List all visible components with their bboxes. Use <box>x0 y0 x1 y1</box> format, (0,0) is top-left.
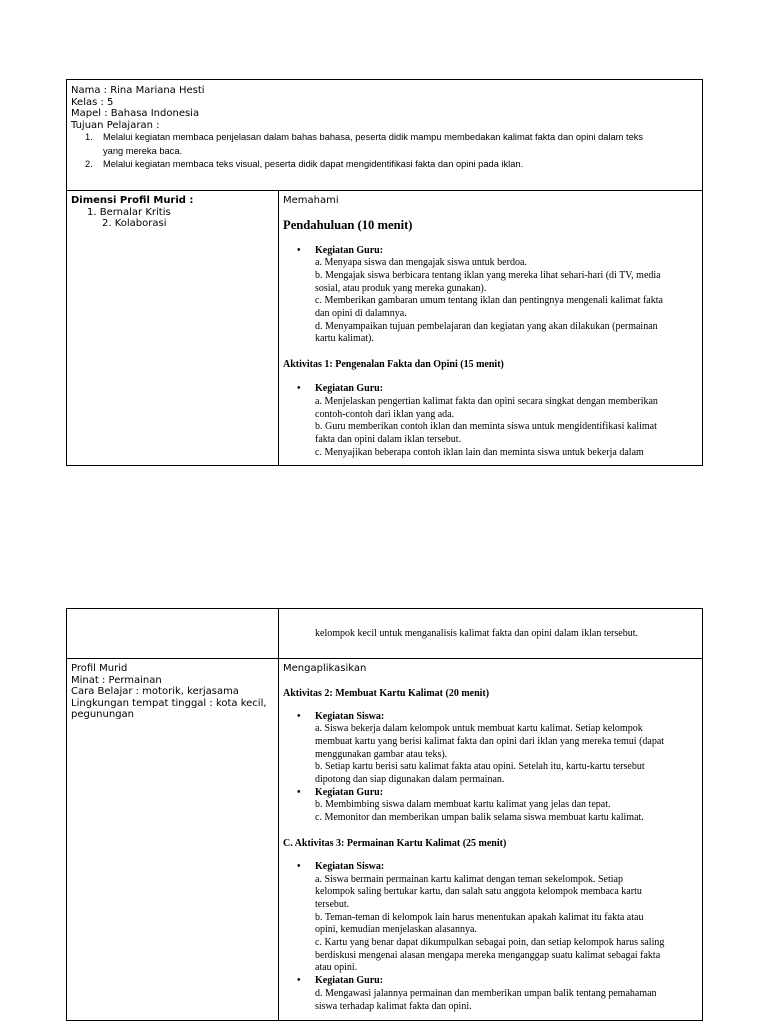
role-label: Kegiatan Siswa: <box>315 710 385 722</box>
lesson-plan-table-page1 <box>66 79 703 466</box>
profile-dimensions <box>71 195 276 230</box>
profile-line: Cara Belajar : motorik, kerjasama <box>71 686 239 697</box>
bullet-icon: • <box>297 244 301 256</box>
column-divider <box>278 609 279 1020</box>
bullet-icon: • <box>297 383 301 395</box>
bullet-icon: • <box>297 860 301 872</box>
profile-line: pegunungan <box>71 709 135 720</box>
profile-dimensions-title: Dimensi Profil Murid : <box>71 195 194 206</box>
row-divider <box>67 658 702 659</box>
objective-item: 1. Melalui kegiatan membaca penjelasan dalam bahas bahasa, peserta didik mampu membedakan kalimat fakta dan opini dalam teks yang mereka baca. <box>85 132 644 156</box>
objectives-label: Tujuan Pelajaran : <box>71 119 160 131</box>
student-profile <box>71 663 276 721</box>
lesson-plan-table-page2 <box>66 608 703 1021</box>
section-title: Pendahuluan (10 menit) <box>283 217 413 232</box>
bullet-block: • Kegiatan Siswa: a. Siswa bermain permainan kartu kalimat dengan teman sekelompok. Setiap kelompok saling bertukar kartu, dan salah satu anggota kelompok membaca kartu tersebut. b. Teman-teman di kelompok lain harus menentukan apakah kalimat itu fakta atau opini, kemudian menjelaskan alasannya. c. Kartu yang benar dapat dikumpulkan sebagai poin, dan setiap kelompok harus saling berdiskusi mengenai alasan mengapa mereka menganggap suatu kalimat sebagai fakta atau opini. <box>283 861 701 975</box>
continuation-text: kelompok kecil untuk menganalisis kalimat fakta dan opini dalam iklan tersebut. <box>315 628 638 639</box>
objective-item: 2. Melalui kegiatan membaca teks visual, peserta didik dapat mengidentifikasi fakta dan opini pada iklan. <box>85 159 524 169</box>
bullet-block: • Kegiatan Guru: a. Menyapa siswa dan mengajak siswa untuk berdoa. b. Mengajak siswa berbicara tentang iklan yang mereka lihat sehari-hari (di TV, media sosial, atau produk yang mereka gunakan). c. Memberikan gambaran umum tentang iklan dan pentingnya mengenali kalimat fakta dan opini di dalamnya. d. Menyampaikan tujuan pembelajaran dan kegiatan yang akan dilakukan (permainan kartu kalimat). <box>283 245 701 347</box>
section-title: Aktivitas 1: Pengenalan Fakta dan Opini (15 menit) <box>283 359 504 371</box>
profile-line: Minat : Permainan <box>71 674 162 686</box>
activities-cell <box>283 663 701 1013</box>
role-label: Kegiatan Siswa: <box>315 860 385 872</box>
bullet-block: • Kegiatan Siswa: a. Siswa bekerja dalam kelompok untuk membuat kartu kalimat. Setiap kelompok membuat kartu yang berisi kalimat fakta dan opini dari iklan yang mereka temui (dapat menggunakan gambar atau teks). b. Setiap kartu berisi satu kalimat fakta atau opini. Setelah itu, kartu-kartu tersebut dipotong dan siap digunakan dalam permainan. <box>283 711 701 787</box>
profile-dimension-item: 2. Kolaborasi <box>102 218 167 229</box>
objectives-list <box>67 131 697 172</box>
profile-dimension-item: 1. Bernalar Kritis <box>87 206 171 218</box>
bullet-block: • Kegiatan Guru: a. Menjelaskan pengertian kalimat fakta dan opini secara singkat dengan memberikan contoh-contoh dari iklan yang ada. b. Guru memberikan contoh iklan dan meminta siswa untuk mengidentifikasi kalimat fakta dan opini dalam iklan tersebut. c. Menyajikan beberapa contoh iklan lain dan meminta siswa untuk bekerja dalam <box>283 383 701 459</box>
bullet-icon: • <box>297 710 301 722</box>
profile-line: Profil Murid <box>71 663 128 674</box>
bullet-block: • Kegiatan Guru: d. Mengawasi jalannya permainan dan memberikan umpan balik tentang pemahaman siswa terhadap kalimat fakta dan opini. <box>283 975 701 1013</box>
stage-label: Mengaplikasikan <box>283 663 367 674</box>
class-level: Kelas : 5 <box>71 96 114 108</box>
bullet-block: • Kegiatan Guru: b. Membimbing siswa dalam membuat kartu kalimat yang jelas dan tepat. c. Memonitor dan memberikan umpan balik selama siswa membuat kartu kalimat. <box>283 787 701 825</box>
role-label: Kegiatan Guru: <box>315 786 384 798</box>
bullet-icon: • <box>297 975 301 987</box>
stage-label: Memahami <box>283 195 339 206</box>
student-name: Nama : Rina Mariana Hesti <box>71 85 205 96</box>
section-title: Aktivitas 2: Membuat Kartu Kalimat (20 menit) <box>283 687 490 699</box>
role-label: Kegiatan Guru: <box>315 244 384 256</box>
column-divider <box>278 190 279 465</box>
activities-cell <box>283 195 701 459</box>
section-title: C. Aktivitas 3: Permainan Kartu Kalimat (25 menit) <box>283 837 507 849</box>
header-info <box>71 85 699 131</box>
role-label: Kegiatan Guru: <box>315 975 384 987</box>
profile-line: Lingkungan tempat tinggal : kota kecil, <box>71 697 267 709</box>
role-label: Kegiatan Guru: <box>315 383 384 395</box>
subject: Mapel : Bahasa Indonesia <box>71 108 200 119</box>
bullet-icon: • <box>297 786 301 798</box>
row-divider <box>67 190 702 191</box>
